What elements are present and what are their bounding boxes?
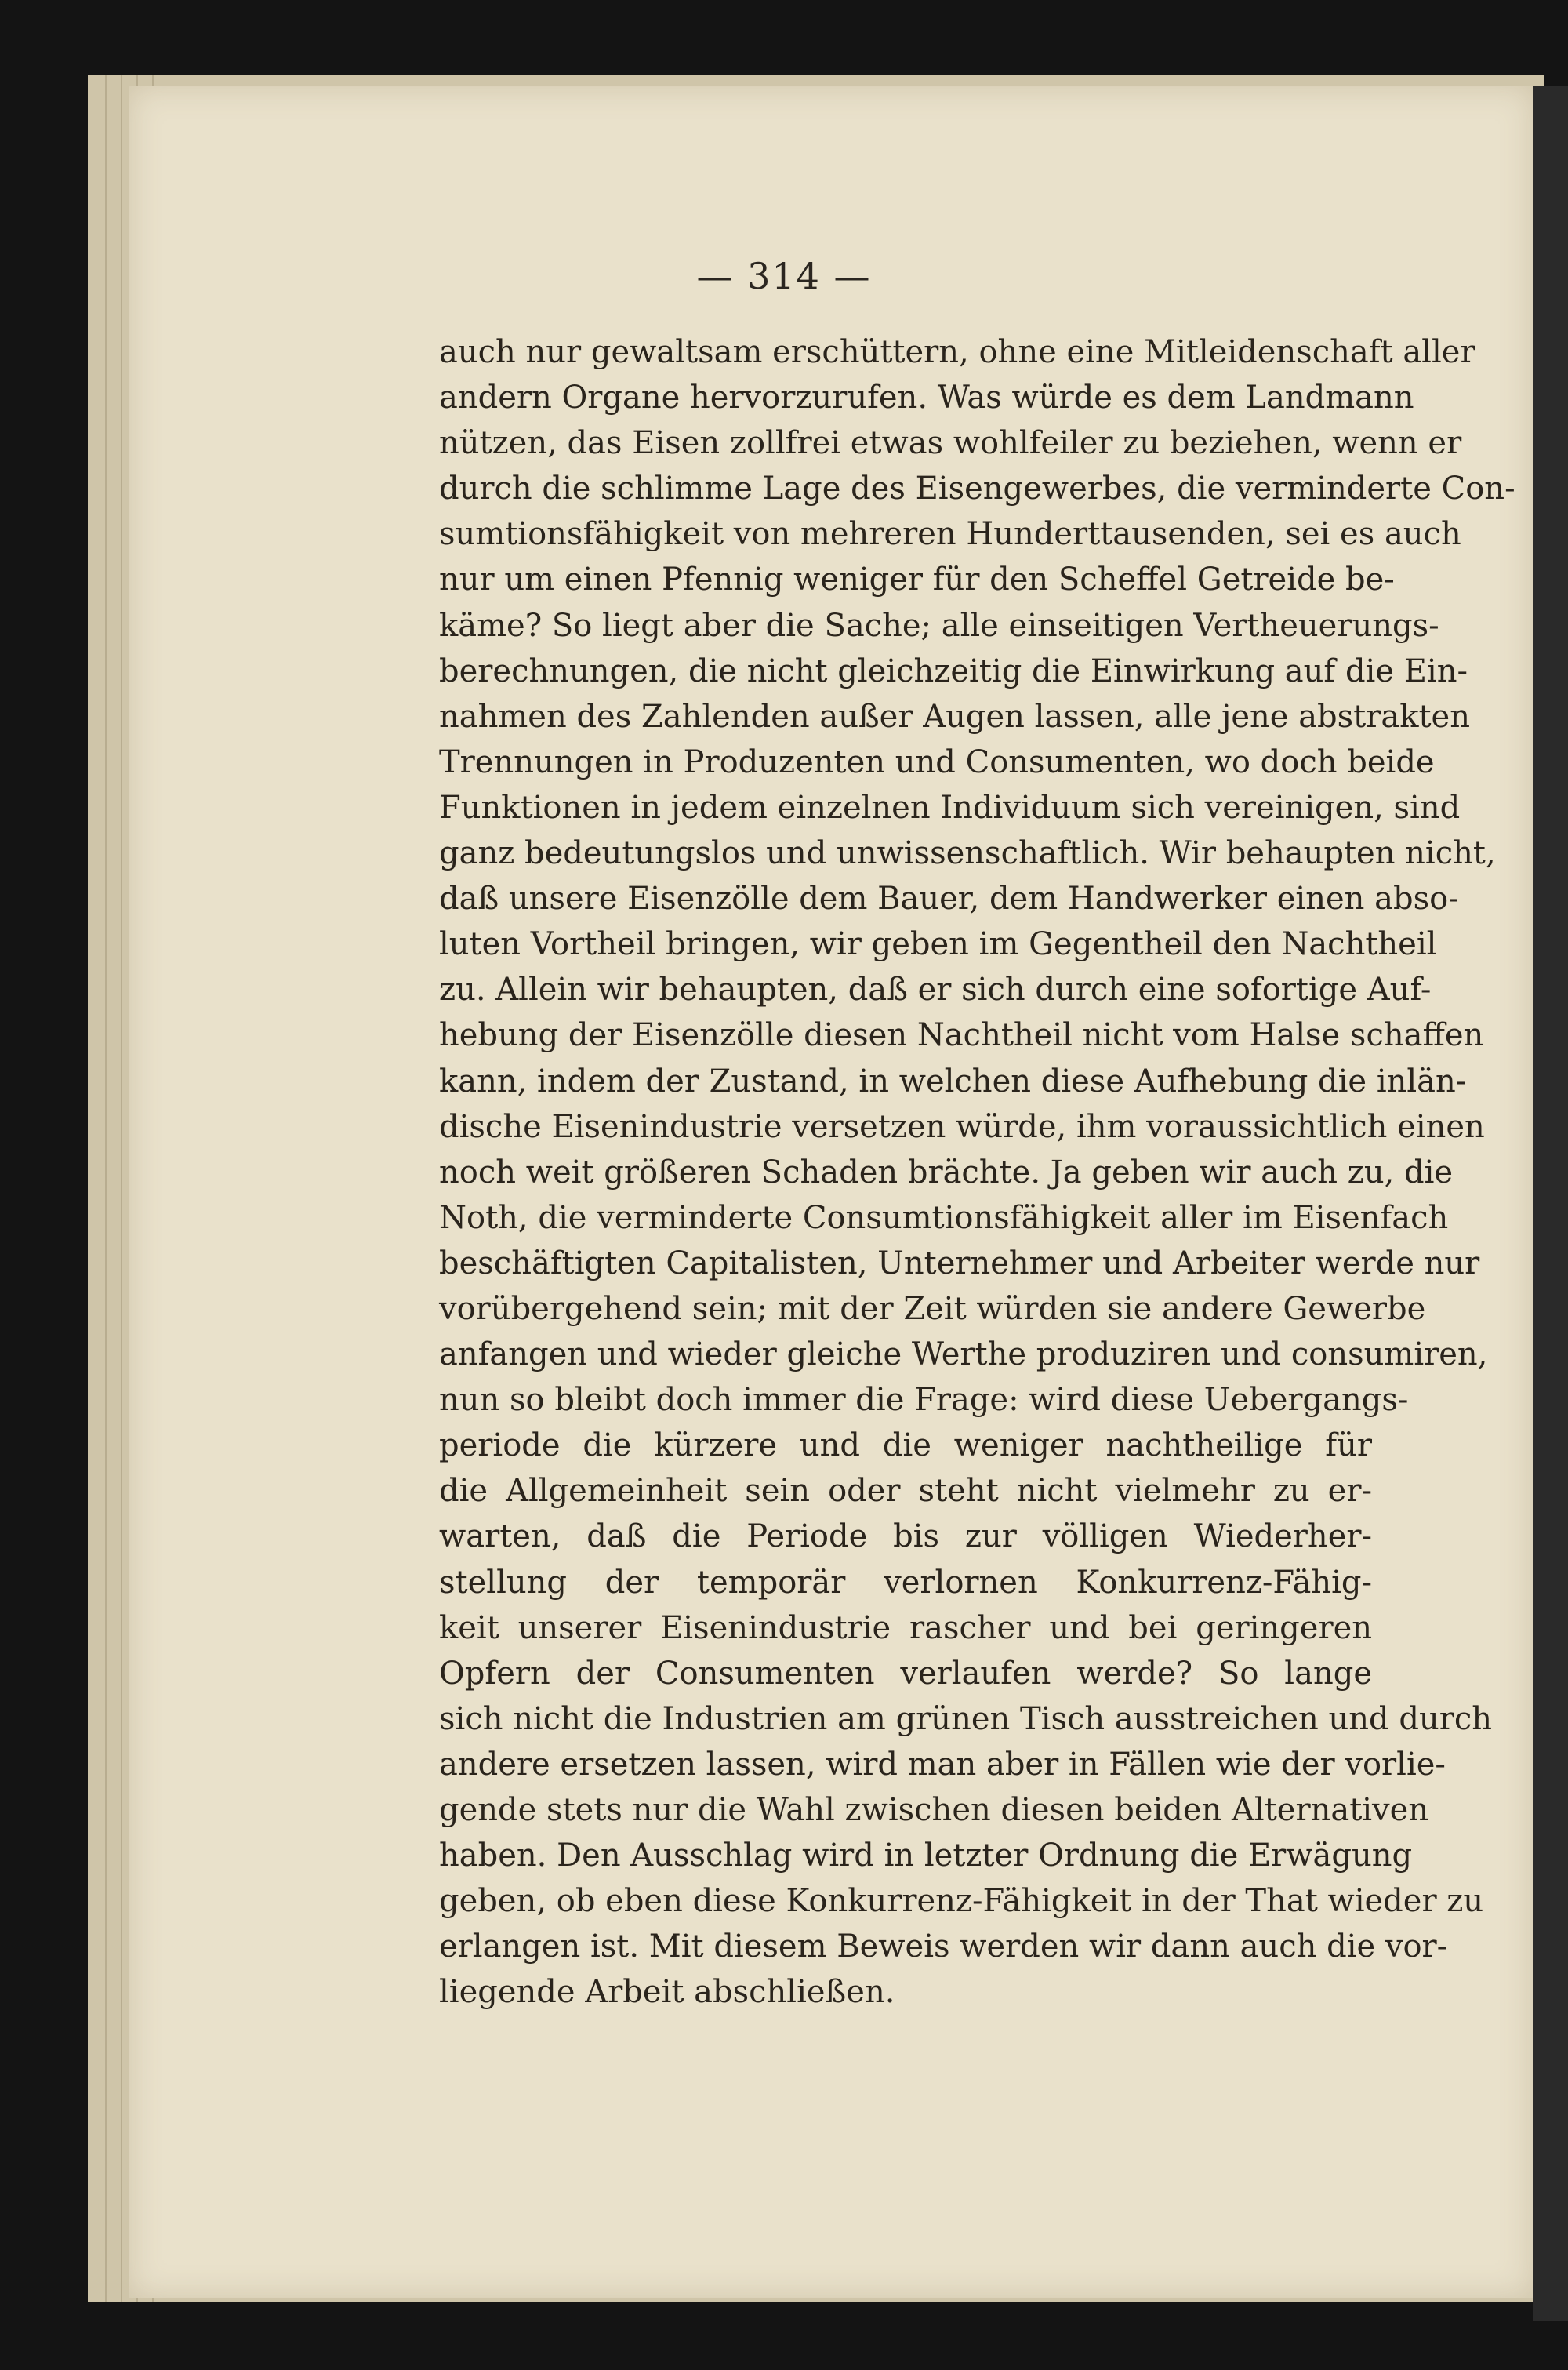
page-edge (94, 75, 107, 2302)
text-line: keit unserer Eisenindustrie rascher und bei geringeren (439, 1609, 1372, 1646)
text-line: kann, indem der Zustand, in welchen diese Aufhebung die inlän- (439, 1063, 1467, 1100)
body-text (439, 329, 1515, 2015)
text-line: vorübergehend sein; mit der Zeit würden sie andere Gewerbe (439, 1290, 1426, 1327)
text-line: stellung der temporär verlornen Konkurrenz-Fähig- (439, 1564, 1372, 1601)
text-line: geben, ob eben diese Konkurrenz-Fähigkeit in der That wieder zu (439, 1883, 1484, 1920)
text-line: Opfern der Consumenten verlaufen werde? So lange (439, 1655, 1372, 1692)
text-line: noch weit größeren Schaden brächte. Ja geben wir auch zu, die (439, 1154, 1454, 1190)
text-line: hebung der Eisenzölle diesen Nachtheil nicht vom Halse schaffen (439, 1017, 1484, 1054)
text-line: ganz bedeutungslos und unwissenschaftlich. Wir behaupten nicht, (439, 835, 1496, 872)
text-line: Noth, die verminderte Consumtionsfähigkeit aller im Eisenfach (439, 1199, 1449, 1236)
text-line: beschäftigten Capitalisten, Unternehmer und Arbeiter werde nur (439, 1245, 1480, 1281)
text-line: sich nicht die Industrien am grünen Tisch ausstreichen und durch (439, 1700, 1492, 1737)
text-line: durch die schlimme Lage des Eisengewerbes, die verminderte Con- (439, 471, 1515, 507)
text-line: Funktionen in jedem einzelnen Individuum sich vereinigen, sind (439, 789, 1461, 826)
text-line: erlangen ist. Mit diesem Beweis werden wir dann auch die vor- (439, 1928, 1448, 1965)
text-line: andere ersetzen lassen, wird man aber in Fällen wie der vorlie- (439, 1746, 1446, 1783)
text-line: nützen, das Eisen zollfrei etwas wohlfeiler zu beziehen, wenn er (439, 425, 1462, 462)
text-line: die Allgemeinheit sein oder steht nicht vielmehr zu er- (439, 1473, 1372, 1510)
text-line: zu. Allein wir behaupten, daß er sich durch eine sofortige Auf- (439, 972, 1432, 1009)
text-line: nahmen des Zahlenden außer Augen lassen, alle jene abstrakten (439, 698, 1470, 735)
text-line: warten, daß die Periode bis zur völligen Wiederher- (439, 1518, 1372, 1555)
text-line: daß unsere Eisenzölle dem Bauer, dem Handwerker einen abso- (439, 881, 1459, 918)
text-line: periode die kürzere und die weniger nachtheilige für (439, 1427, 1372, 1464)
text-line: Trennungen in Produzenten und Consumenten, wo doch beide (439, 743, 1435, 780)
text-line: nun so bleibt doch immer die Frage: wird diese Uebergangs- (439, 1382, 1409, 1419)
text-line: luten Vortheil bringen, wir geben im Gegentheil den Nachtheil (439, 926, 1437, 963)
text-line: auch nur gewaltsam erschüttern, ohne eine Mitleidenschaft aller (439, 334, 1475, 370)
text-line: käme? So liegt aber die Sache; alle einseitigen Vertheuerungs- (439, 607, 1439, 644)
text-line: gende stets nur die Wahl zwischen diesen beiden Alternativen (439, 1792, 1429, 1828)
text-line: berechnungen, die nicht gleichzeitig die Einwirkung auf die Ein- (439, 652, 1468, 689)
page-edge (110, 75, 122, 2302)
text-line: dische Eisenindustrie versetzen würde, ihm voraussichtlich einen (439, 1108, 1485, 1145)
text-line: nur um einen Pfennig weniger für den Scheffel Getreide be- (439, 562, 1395, 598)
text-line: liegende Arbeit abschließen. (439, 1974, 895, 2011)
text-line: sumtionsfähigkeit von mehreren Hunderttausenden, sei es auch (439, 516, 1461, 553)
text-line: anfangen und wieder gleiche Werthe produziren und consumiren, (439, 1336, 1488, 1373)
text-line: andern Organe hervorzurufen. Was würde es dem Landmann (439, 380, 1414, 416)
gutter-shadow (1533, 86, 1568, 2321)
text-line: haben. Den Ausschlag wird in letzter Ordnung die Erwägung (439, 1837, 1413, 1874)
page-number: — 314 — (696, 255, 872, 297)
